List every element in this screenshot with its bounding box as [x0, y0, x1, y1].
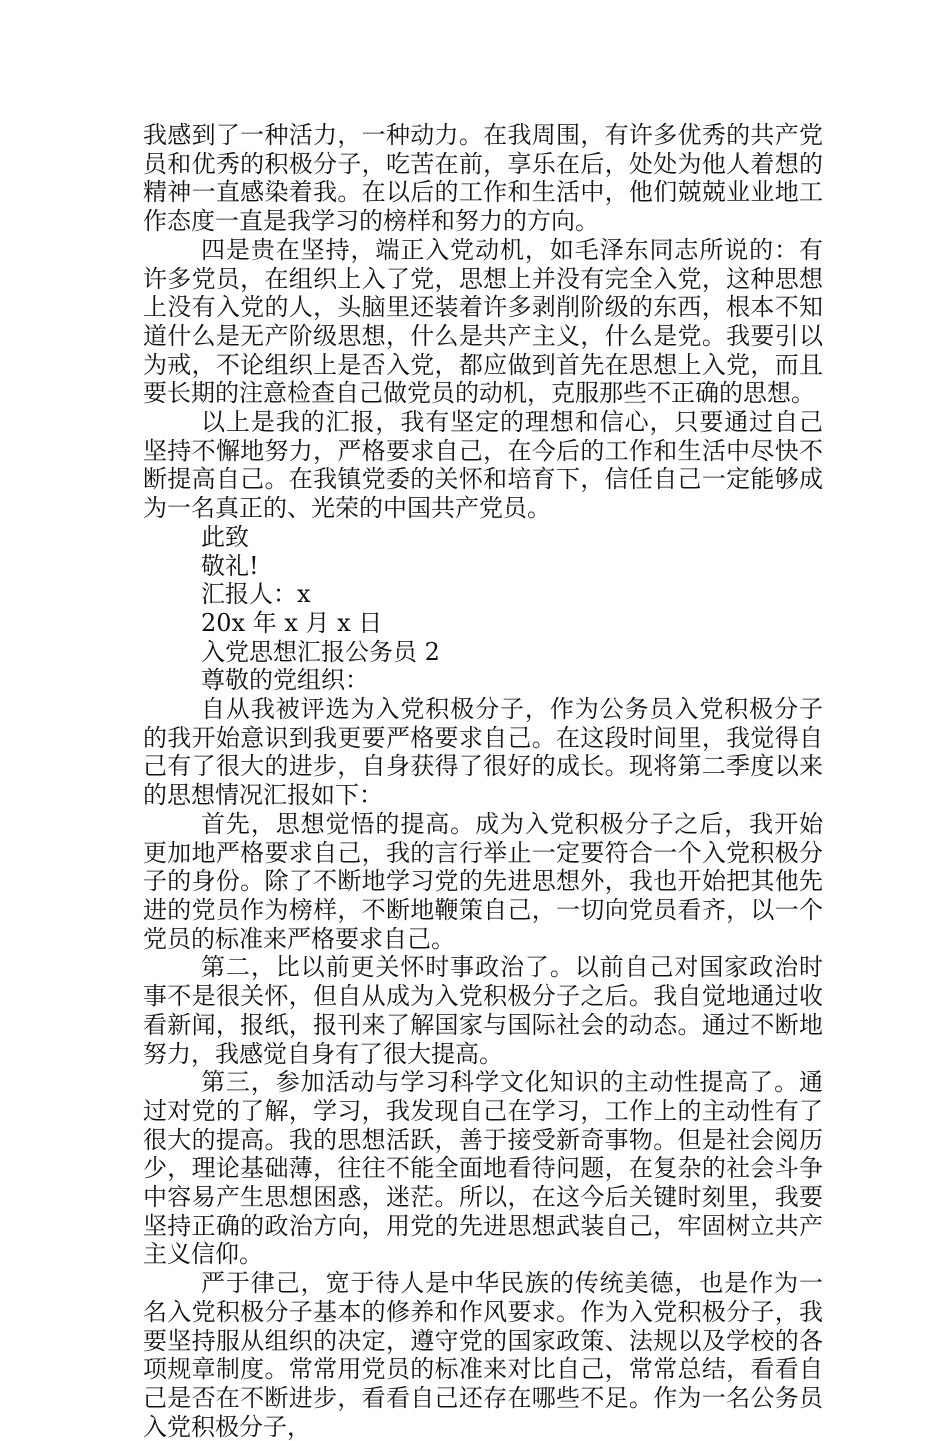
paragraph: 首先，思想觉悟的提高。成为入党积极分子之后，我开始更加地严格要求自己，我的言行举止一定要符合一个入党积极分子的身份。除了不断地学习党的先进思想外，我也开始把其他先进的党员作为榜样，不断地鞭策自己，一切向党员看齐，以一个党员的标准来严格要求自己。: [143, 809, 823, 953]
paragraph: 严于律己，宽于待人是中华民族的传统美德，也是作为一名入党积极分子基本的修养和作风要求。作为入党积极分子，我要坚持服从组织的决定，遵守党的国家政策、法规以及学校的各项规章制度。常常用党员的标准来对比自己，常常总结，看看自己是否在不断进步，看看自己还存在哪些不足。作为一名公务员入党积极分子，: [143, 1269, 823, 1441]
paragraph: 第二，比以前更关怀时事政治了。以前自己对国家政治时事不是很关怀，但自从成为入党积极分子之后。我自觉地通过收看新闻，报纸，报刊来了解国家与国际社会的动态。通过不断地努力，我感觉自身有了很大提高。: [143, 953, 823, 1068]
paragraph: 自从我被评选为入党积极分子，作为公务员入党积极分子的我开始意识到我更要严格要求自己。在这段时间里，我觉得自己有了很大的进步，自身获得了很好的成长。现将第二季度以来的思想情况汇报如下：: [143, 695, 823, 810]
salutation: 尊敬的党组织：: [201, 666, 369, 695]
date-line: 20x 年 x 月 x 日: [201, 608, 383, 637]
paragraph: 以上是我的汇报，我有坚定的理想和信心，只要通过自己坚持不懈地努力，严格要求自己，在今后的工作和生活中尽快不断提高自己。在我镇党委的关怀和培育下，信任自己一定能够成为一名真正的、光荣的中国共产党员。: [143, 408, 823, 523]
paragraph: 我感到了一种活力，一种动力。在我周围，有许多优秀的共产党员和优秀的积极分子，吃苦在前，享乐在后，处处为他人着想的精神一直感染着我。在以后的工作和生活中，他们兢兢业业地工作态度一直是我学习的榜样和努力的方向。: [143, 121, 823, 236]
salute-line: 敬礼!: [201, 551, 259, 580]
paragraph: 第三，参加活动与学习科学文化知识的主动性提高了。通过对党的了解，学习，我发现自己在学习，工作上的主动性有了很大的提高。我的思想活跃，善于接受新奇事物。但是社会阅历少，理论基础薄，往往不能全面地看待问题，在复杂的社会斗争中容易产生思想困惑，迷茫。所以，在这今后关键时刻里，我要坚持正确的政治方向，用党的先进思想武装自己，牢固树立共产主义信仰。: [143, 1068, 823, 1269]
reporter-line: 汇报人：x: [201, 580, 311, 609]
document-body: [143, 121, 823, 1441]
closing-line: 此致: [201, 522, 249, 551]
paragraph: 四是贵在坚持，端正入党动机，如毛泽东同志所说的：有许多党员，在组织上入了党，思想上并没有完全入党，这种思想上没有入党的人，头脑里还装着许多剥削阶级的东西，根本不知道什么是无产阶级思想，什么是共产主义，什么是党。我要引以为戒，不论组织上是否入党，都应做到首先在思想上入党，而且要长期的注意检查自己做党员的动机，克服那些不正确的思想。: [143, 235, 823, 408]
section-title: 入党思想汇报公务员 2: [201, 637, 440, 666]
